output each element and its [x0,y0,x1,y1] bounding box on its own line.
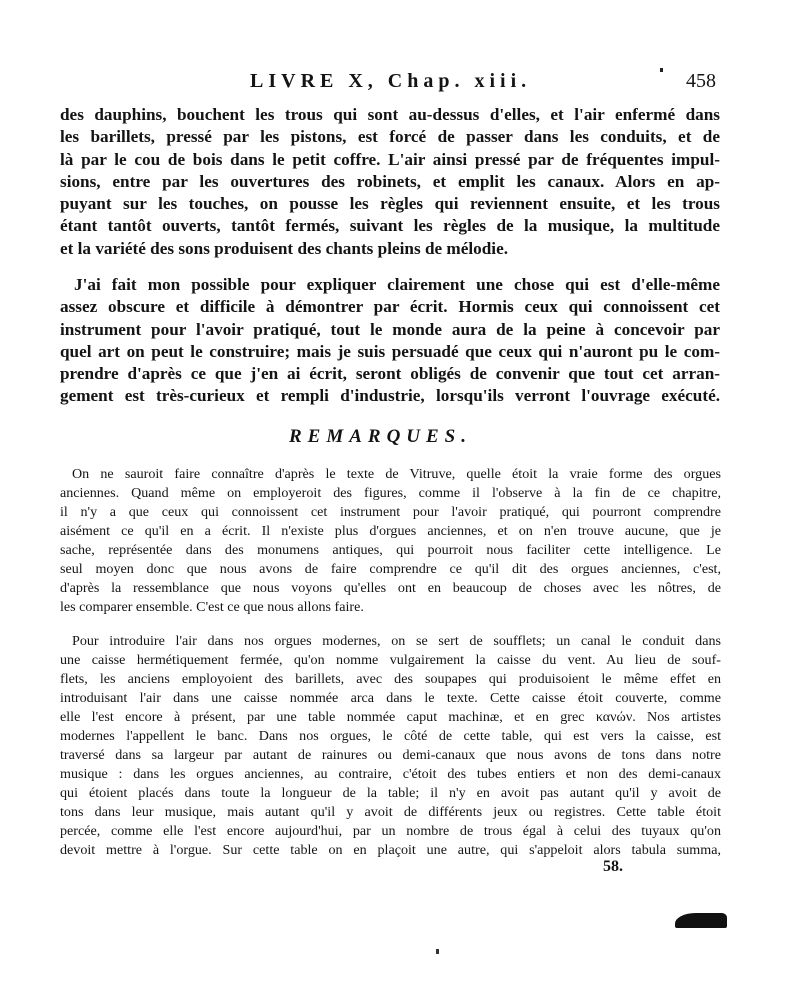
ink-dot [660,68,663,72]
note-line: modernes l'appellent le banc. Dans nos orgues, le côté de cette table, qui est vers la caisse, est [60,728,721,744]
note-line: Pour introduire l'air dans nos orgues modernes, on se sert de soufflets; un canal le conduit dans [72,633,721,649]
note-line: seul moyen donc que nous avons de faire comprendre ce qu'il dit des orgues anciennes, c'est, [60,561,721,577]
text-line: étant tantôt ouverts, tantôt fermés, suivant les règles de la musique, la multitude [60,216,720,236]
note-line: flets, les anciens employoient des barillets, avec des soupapes qui produisoient le même effet en [60,671,721,687]
remarques-title: REMARQUES. [288,426,473,447]
text-line: quel art on peut le construire; mais je suis persuadé que ceux qui n'auront pu le com- [60,341,720,361]
running-head: LIVRE X, Chap. xiii. [250,70,532,92]
note-line: tons dans leur musique, mais autant qu'il y avoit de différents jeux ou registres. Cette table étoit [60,804,721,820]
note-line: traversé dans sa largeur par autant de rainures ou demi-canaux que nous avons de tons dans notre [60,747,721,763]
text-line: les barillets, pressé par les pistons, est forcé de passer dans les conduits, et de [60,127,720,147]
text-line: J'ai fait mon possible pour expliquer clairement une chose qui est d'elle-même [74,275,720,294]
ink-blot [675,913,727,928]
ink-speck [436,949,439,954]
main-paragraph-2 [60,274,720,408]
text-line: instrument pour l'avoir pratiqué, tout le monde aura de la peine à concevoir par [60,319,720,339]
text-line: puyant sur les touches, on pousse les règles qui reviennent ensuite, et les trous [60,194,720,214]
note-line: On ne sauroit faire connaître d'après le texte de Vitruve, quelle étoit la vraie forme des orgues [72,466,721,482]
text-line: là par le cou de bois dans le petit coffre. L'air ainsi pressé par de fréquentes impul- [60,149,720,169]
note-line: qui étoient placés dans toute la longueur de la table; il n'y en avoit pas autant qu'il y avoit de [60,785,721,801]
note-line: les comparer ensemble. C'est ce que nous allons faire. [60,599,364,615]
note-line: sache, représentée dans des monumens antiques, qui pourroit nous faciliter cette intelligence. Le [60,542,721,558]
text-line: des dauphins, bouchent les trous qui sont au-dessus d'elles, et l'air enfermé dans [60,105,720,124]
page-number: 458 [686,70,716,92]
note-line: musique : dans les orgues anciennes, au contraire, c'étoit des tubes entiers et non des demi-canaux [60,766,721,782]
text-line: gement est très-curieux et rempli d'industrie, lorsqu'ils verront l'ouvrage exécuté. [60,386,720,406]
remarques-paragraph-1 [60,465,721,617]
note-line: aisément ce qu'il en a écrit. Il n'existe plus d'orgues anciennes, et on n'en trouve aucune, que je [60,523,721,539]
main-paragraph-1 [60,104,720,260]
remarques-heading [0,426,791,448]
note-line: une caisse hermétiquement fermée, qu'on nomme vulgairement la caisse du vent. Au lieu de souf- [60,652,721,668]
note-line: anciennes. Quand même on employeroit des figures, comme il l'observe à la fin de ce chapitre, [60,485,721,501]
note-line: d'après la ressemblance que nous voyons qu'elles ont en beaucoup de choses avec les nôtres, de [60,580,721,596]
text-line: sions, entre par les ouvertures des robinets, et emplit les canaux. Alors en ap- [60,171,720,191]
text-line: et la variété des sons produisent des chants pleins de mélodie. [60,238,509,258]
signature-mark: 58. [603,858,623,875]
remarques-paragraph-2 [60,632,721,860]
note-line: introduisant l'air dans une caisse nommée arca dans le texte. Cette caisse étoit couverte, comme [60,690,721,706]
note-line: il n'y a que ceux qui connoissent cet instrument pour l'avoir pratiqué, qui pourront comprendre [60,504,721,520]
note-line: percée, comme elle l'est encore aujourd'hui, par un nombre de trous égal à celui des tuyaux qu'on [60,823,721,839]
note-line: elle l'est encore à présent, par une table nommée caput machinæ, et en grec κανών. Nos artistes [60,709,721,725]
text-line: prendre d'après ce que j'en ai écrit, seront obligés de convenir que tout cet arran- [60,364,720,384]
text-line: assez obscure et difficile à démontrer par écrit. Hormis ceux qui connoissent cet [60,297,720,317]
note-line: devoit mettre à l'orgue. Sur cette table on en plaçoit une autre, qui s'appeloit alors tabula summa, [60,842,721,858]
